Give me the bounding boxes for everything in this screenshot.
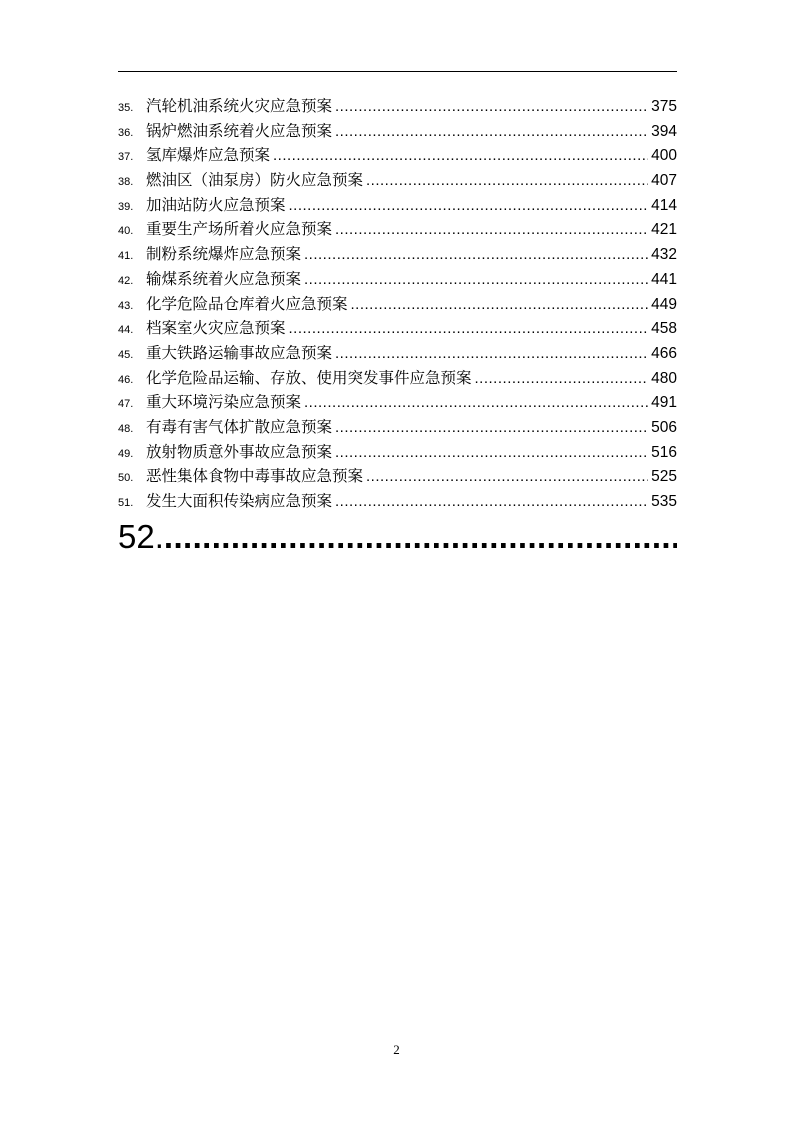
- toc-entry[interactable]: [118, 119, 677, 144]
- page-number: 2: [393, 1042, 400, 1057]
- toc-entry-page: 449: [651, 295, 677, 313]
- toc-entry-title: 锅炉燃油系统着火应急预案: [146, 121, 333, 140]
- toc-dot-leader: [273, 147, 648, 164]
- toc-entry-number: 45.: [118, 348, 134, 361]
- toc-entry[interactable]: [118, 366, 677, 391]
- toc-dot-leader: [304, 246, 648, 263]
- toc-entry-page: 375: [651, 98, 677, 115]
- toc-entry-page: 506: [651, 418, 677, 436]
- toc-dot-leader: [335, 493, 648, 510]
- toc-dot-leader: [335, 221, 648, 238]
- toc-entry-title: 重大环境污染应急预案: [146, 393, 302, 412]
- toc-entry-number: 37.: [118, 151, 134, 164]
- toc-entry-page: 394: [651, 122, 677, 140]
- toc-dot-leader: [475, 370, 649, 387]
- toc-entry[interactable]: [118, 267, 677, 292]
- toc-entry-page: 516: [651, 443, 677, 461]
- toc-entry-page: 414: [651, 196, 677, 214]
- toc-entry-title: 发生大面积传染病应急预案: [146, 492, 333, 510]
- toc-entry-title: 化学危险品仓库着火应急预案: [146, 294, 348, 313]
- toc-entry-number: 40.: [118, 225, 134, 238]
- table-of-contents: [118, 94, 677, 514]
- toc-entry-page: 491: [651, 394, 677, 412]
- toc-entry-title: 氢库爆炸应急预案: [146, 146, 271, 165]
- toc-entry[interactable]: [118, 316, 677, 341]
- toc-entry-page: 525: [651, 468, 677, 486]
- toc-entry[interactable]: [118, 489, 677, 514]
- toc-entry[interactable]: [118, 440, 677, 465]
- toc-entry[interactable]: [118, 292, 677, 317]
- toc-entry-page: 441: [651, 270, 677, 288]
- toc-entry-title: 恶性集体食物中毒事故应急预案: [146, 467, 364, 486]
- toc-entry-page: 535: [651, 493, 677, 510]
- toc-entry-title: 重大铁路运输事故应急预案: [146, 343, 333, 362]
- toc-entry-number: 42.: [118, 274, 134, 287]
- toc-entry[interactable]: [118, 242, 677, 267]
- toc-entry-number: 47.: [118, 398, 134, 411]
- toc-entry-number: 49.: [118, 447, 134, 460]
- toc-dot-leader: [335, 98, 648, 115]
- toc-entry-title: 制粉系统爆炸应急预案: [146, 245, 302, 264]
- toc-entry-title: 汽轮机油系统火灾应急预案: [146, 97, 333, 115]
- toc-entry-number: 48.: [118, 422, 134, 435]
- toc-dot-leader: [366, 172, 648, 189]
- toc-entry-large[interactable]: [118, 518, 677, 556]
- toc-entry-title: 放射物质意外事故应急预案: [146, 442, 333, 461]
- toc-entry[interactable]: [118, 217, 677, 242]
- toc-dot-leader: [335, 123, 648, 140]
- toc-entry-title: 重要生产场所着火应急预案: [146, 220, 333, 239]
- toc-dot-leader: [289, 320, 649, 337]
- toc-entry-number: 41.: [118, 250, 134, 263]
- toc-entry-page: 480: [651, 369, 677, 387]
- toc-entry-number: 38.: [118, 176, 134, 189]
- toc-dot-leader: [289, 197, 649, 214]
- toc-dot-leader: [335, 345, 648, 362]
- toc-entry-title: 燃油区（油泵房）防火应急预案: [146, 171, 364, 190]
- toc-entry-number: 43.: [118, 299, 134, 312]
- toc-entry-number: 36.: [118, 126, 134, 139]
- toc-entry-page: 432: [651, 246, 677, 264]
- toc-entry-number: 52.: [118, 518, 164, 555]
- toc-dot-leader: [335, 444, 648, 461]
- toc-entry-number: 39.: [118, 200, 134, 213]
- header-rule: [118, 71, 677, 72]
- toc-entry-number: 35.: [118, 102, 134, 114]
- toc-entry-page: 466: [651, 344, 677, 362]
- toc-entry[interactable]: [118, 415, 677, 440]
- toc-entry-page: 400: [651, 147, 677, 165]
- toc-entry[interactable]: [118, 94, 677, 119]
- toc-entry-title: 加油站防火应急预案: [146, 195, 286, 214]
- toc-entry[interactable]: [118, 390, 677, 415]
- toc-dot-leader: [366, 468, 648, 485]
- toc-entry[interactable]: [118, 341, 677, 366]
- toc-entry-page: 458: [651, 320, 677, 338]
- toc-entry[interactable]: [118, 464, 677, 489]
- toc-entry-page: 421: [651, 221, 677, 239]
- toc-entry-title: 化学危险品运输、存放、使用突发事件应急预案: [146, 368, 472, 387]
- toc-entry-title: 档案室火灾应急预案: [146, 319, 286, 338]
- toc-entry-page: 407: [651, 172, 677, 190]
- toc-dot-leader: [335, 419, 648, 436]
- toc-dot-leader: [351, 296, 649, 313]
- toc-entry-title: 输煤系统着火应急预案: [146, 269, 302, 288]
- toc-entry-number: 44.: [118, 324, 134, 337]
- toc-entry-number: 50.: [118, 472, 134, 485]
- toc-entry-number: 51.: [118, 497, 134, 509]
- toc-entry[interactable]: [118, 168, 677, 193]
- toc-entry[interactable]: [118, 143, 677, 168]
- toc-dot-leader: [304, 394, 648, 411]
- toc-entry-number: 46.: [118, 373, 134, 386]
- toc-dot-leader: [304, 271, 648, 288]
- toc-entry[interactable]: [118, 193, 677, 218]
- toc-dot-leader: [164, 518, 677, 556]
- toc-entry-title: 有毒有害气体扩散应急预案: [146, 417, 333, 436]
